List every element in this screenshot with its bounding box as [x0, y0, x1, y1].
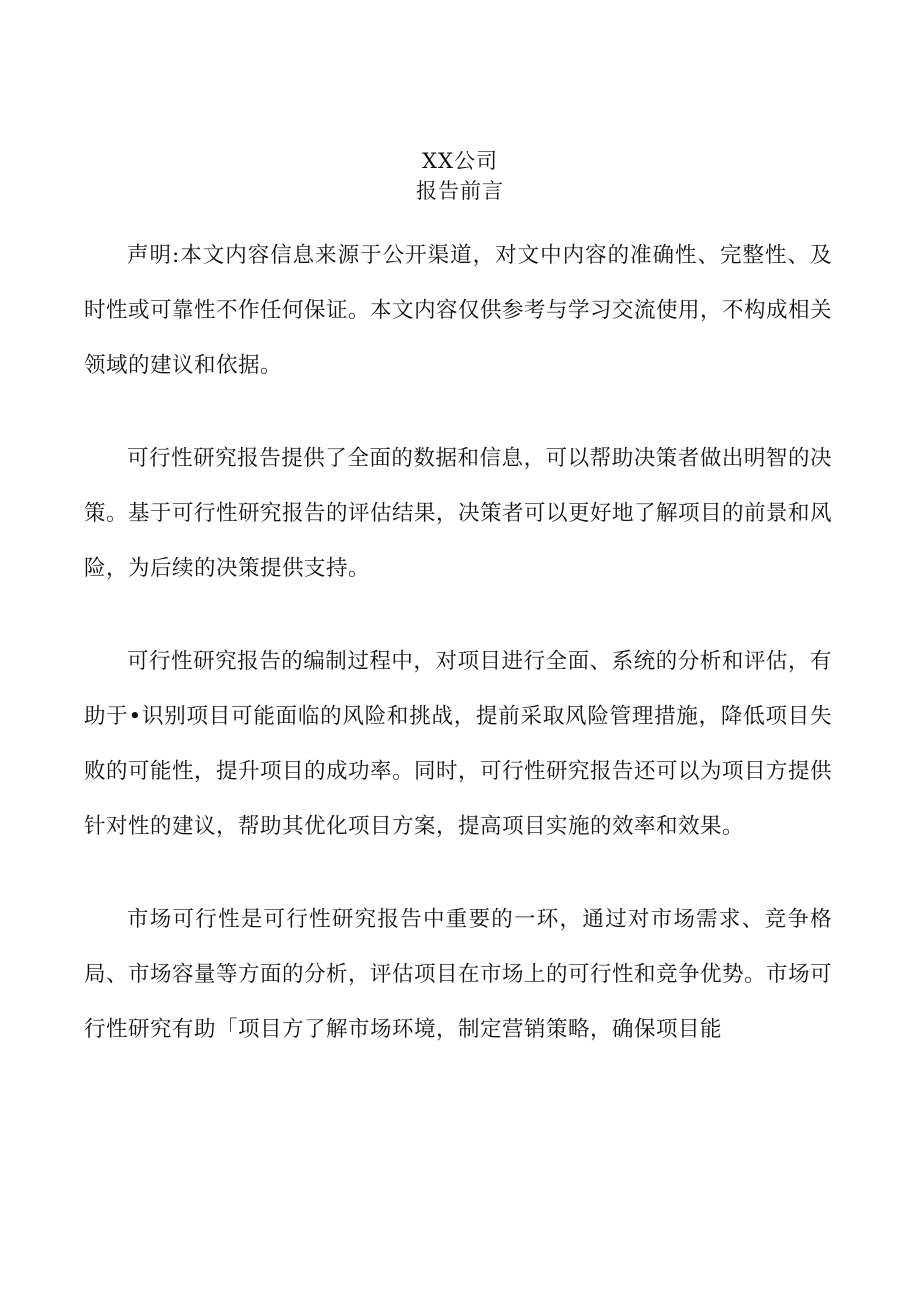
title-block — [0, 146, 920, 206]
body-text — [84, 228, 832, 1095]
disclaimer-paragraph: 声明:本文内容信息来源于公开渠道，对文中内容的准确性、完整性、及时性或可靠性不作任何保证。本文内容仅供参考与学习交流使用，不构成相关领域的建议和依据。 — [84, 243, 833, 378]
paragraph-decision-support: 可行性研究报告提供了全面的数据和信息，可以帮助决策者做出明智的决策。基于可行性研究报告的评估结果，决策者可以更好地了解项目的前景和风险，为后续的决策提供支持。 — [84, 446, 833, 581]
report-heading: 报告前言 — [416, 179, 504, 203]
paragraph-risk-assessment: 可行性研究报告的编制过程中，对项目进行全面、系统的分析和评估，有助于•识别项目可能面临的风险和挑战，提前采取风险管理措施，降低项目失败的可能性，提升项目的成功率。同时，可行性研究报告还可以为项目方提供针对性的建议，帮助其优化项目方案，提高项目实施的效率和效果。 — [84, 649, 833, 839]
company-name: XX公司 — [422, 149, 498, 173]
paragraph-market-feasibility: 市场可行性是可行性研究报告中重要的一环，通过对市场需求、竞争格局、市场容量等方面的分析，评估项目在市场上的可行性和竞争优势。市场可行性研究有助「项目方了解市场环境，制定营销策略，确保项目能 — [84, 907, 833, 1042]
